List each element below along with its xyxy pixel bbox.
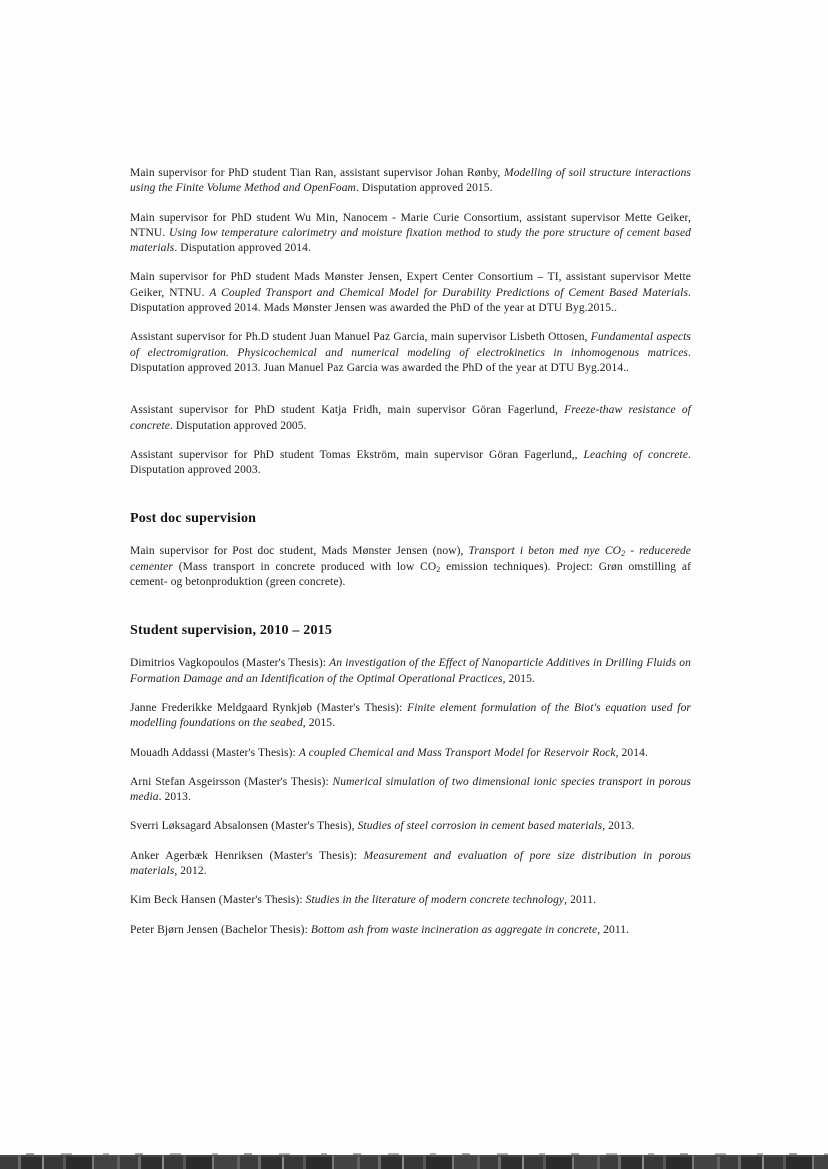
- text-segment: , 2014.: [615, 746, 648, 759]
- text-segment: Main supervisor for PhD student Wu Min, Nanocem - Marie Curie Consortium, assistant supervisor Mette Geiker, NTNU.: [130, 211, 691, 239]
- text-segment: - reducerede cementer: [130, 545, 691, 573]
- text-segment: . Disputation approved 2013. Juan Manuel Paz Garcia was awarded the PhD of the year at DTU Byg.2014..: [130, 346, 691, 374]
- paragraph: [130, 923, 691, 938]
- text-segment: (Mass transport in concrete produced with low CO: [172, 560, 437, 573]
- paragraph: [130, 656, 691, 687]
- text-segment: Fundamental aspects of electromigration. Physicochemical and numerical modeling of electrokinetics in inhomogenous matrices: [130, 331, 692, 359]
- text-segment: Kim Beck Hansen (Master's Thesis):: [130, 894, 306, 907]
- text-segment: , 2011.: [597, 923, 630, 936]
- paragraph: [130, 746, 691, 761]
- text-segment: Assistant supervisor for PhD student Katja Fridh, main supervisor Göran Fagerlund,: [130, 404, 565, 417]
- paragraph: [130, 166, 691, 197]
- section-heading: Student supervision, 2010 – 2015: [130, 623, 333, 639]
- text-segment: Main supervisor for PhD student Tian Ran, assistant supervisor Johan Rønby,: [130, 167, 505, 179]
- paragraph: [130, 211, 691, 257]
- text-segment: Bottom ash from waste incineration as aggregate in concrete: [310, 923, 598, 936]
- text-segment: . Disputation approved 2014. Mads Mønster Jensen was awarded the PhD of the year at DTU Byg.2015..: [130, 286, 691, 315]
- text-segment: . Disputation approved 2003.: [130, 448, 692, 477]
- text-segment: Assistant supervisor for PhD student Tomas Ekström, main supervisor Göran Fagerlund,,: [130, 448, 584, 461]
- text-segment: Anker Agerbæk Henriksen (Master's Thesis):: [130, 849, 364, 862]
- text-segment: . Disputation approved 2015.: [355, 182, 493, 195]
- text-segment: 2: [621, 549, 626, 559]
- text-segment: Using low temperature calorimetry and moisture fixation method to study the pore structure of cement based materials: [130, 226, 691, 255]
- text-segment: An investigation of the Effect of Nanoparticle Additives in Drilling Fluids on Formation Damage and an Identification of the Optimal Operational Practices: [130, 657, 691, 685]
- text-segment: Mouadh Addassi (Master's Thesis):: [130, 746, 299, 759]
- text-segment: . Disputation approved 2005.: [169, 419, 307, 432]
- text-segment: Finite element formulation of the Biot's equation used for modelling foundations on the seabed: [130, 701, 691, 730]
- text-segment: Arni Stefan Asgeirsson (Master's Thesis):: [130, 775, 333, 788]
- document-content: [130, 166, 691, 938]
- text-segment: Numerical simulation of two dimensional ionic species transport in porous media: [130, 775, 691, 804]
- paragraph: [130, 775, 691, 806]
- text-segment: Janne Frederikke Meldgaard Rynkjøb (Master's Thesis):: [130, 701, 408, 714]
- text-segment: Modelling of soil structure interactions using the Finite Volume Method and OpenFoam: [130, 167, 692, 195]
- text-segment: , 2015.: [502, 672, 535, 685]
- section-heading: Post doc supervision: [130, 511, 257, 527]
- text-segment: Measurement and evaluation of pore size distribution in porous materials: [130, 849, 691, 878]
- paragraph: [130, 701, 691, 732]
- text-segment: Peter Bjørn Jensen (Bachelor Thesis):: [130, 923, 311, 936]
- paragraph: [130, 270, 691, 316]
- text-segment: Main supervisor for PhD student Mads Mønster Jensen, Expert Center Consortium – TI, assistant supervisor Mette Geiker, NTNU.: [130, 271, 691, 299]
- text-segment: A Coupled Transport and Chemical Model for Durability Predictions of Cement Based Materials: [209, 286, 689, 299]
- text-segment: Transport i beton med nye CO: [468, 545, 622, 558]
- text-segment: Sverri Løksagard Absalonsen (Master's Thesis),: [130, 820, 358, 833]
- text-segment: , 2015.: [302, 717, 336, 730]
- text-segment: Freeze-thaw resistance of concrete: [130, 404, 691, 432]
- text-segment: , 2011.: [564, 894, 597, 907]
- text-segment: A coupled Chemical and Mass Transport Model for Reservoir Rock: [298, 746, 616, 759]
- paragraph: [130, 819, 691, 834]
- paragraph: [130, 849, 691, 880]
- text-segment: , 2012.: [174, 865, 207, 878]
- text-segment: . Disputation approved 2014.: [174, 242, 311, 255]
- text-segment: Studies of steel corrosion in cement based materials: [357, 820, 603, 833]
- text-segment: , 2013.: [602, 820, 635, 833]
- text-segment: Dimitrios Vagkopoulos (Master's Thesis):: [130, 657, 330, 670]
- paragraph: [130, 448, 691, 479]
- text-segment: Studies in the literature of modern concrete technology: [305, 894, 565, 907]
- paragraph: [130, 330, 691, 376]
- paragraph: [130, 544, 691, 590]
- text-segment: Main supervisor for Post doc student, Mads Mønster Jensen (now),: [130, 545, 469, 558]
- text-segment: Assistant supervisor for Ph.D student Juan Manuel Paz Garcia, main supervisor Lisbeth Ottosen,: [130, 331, 591, 344]
- paragraph: [130, 403, 691, 434]
- text-segment: . 2013.: [158, 791, 191, 804]
- text-segment: 2: [436, 564, 441, 574]
- scan-edge-artifact: [0, 1155, 828, 1169]
- text-segment: emission techniques). Project: Grøn omstilling af cement- og betonproduktion (green concrete).: [130, 560, 691, 589]
- paragraph: [130, 893, 691, 908]
- text-segment: Leaching of concrete: [583, 448, 689, 461]
